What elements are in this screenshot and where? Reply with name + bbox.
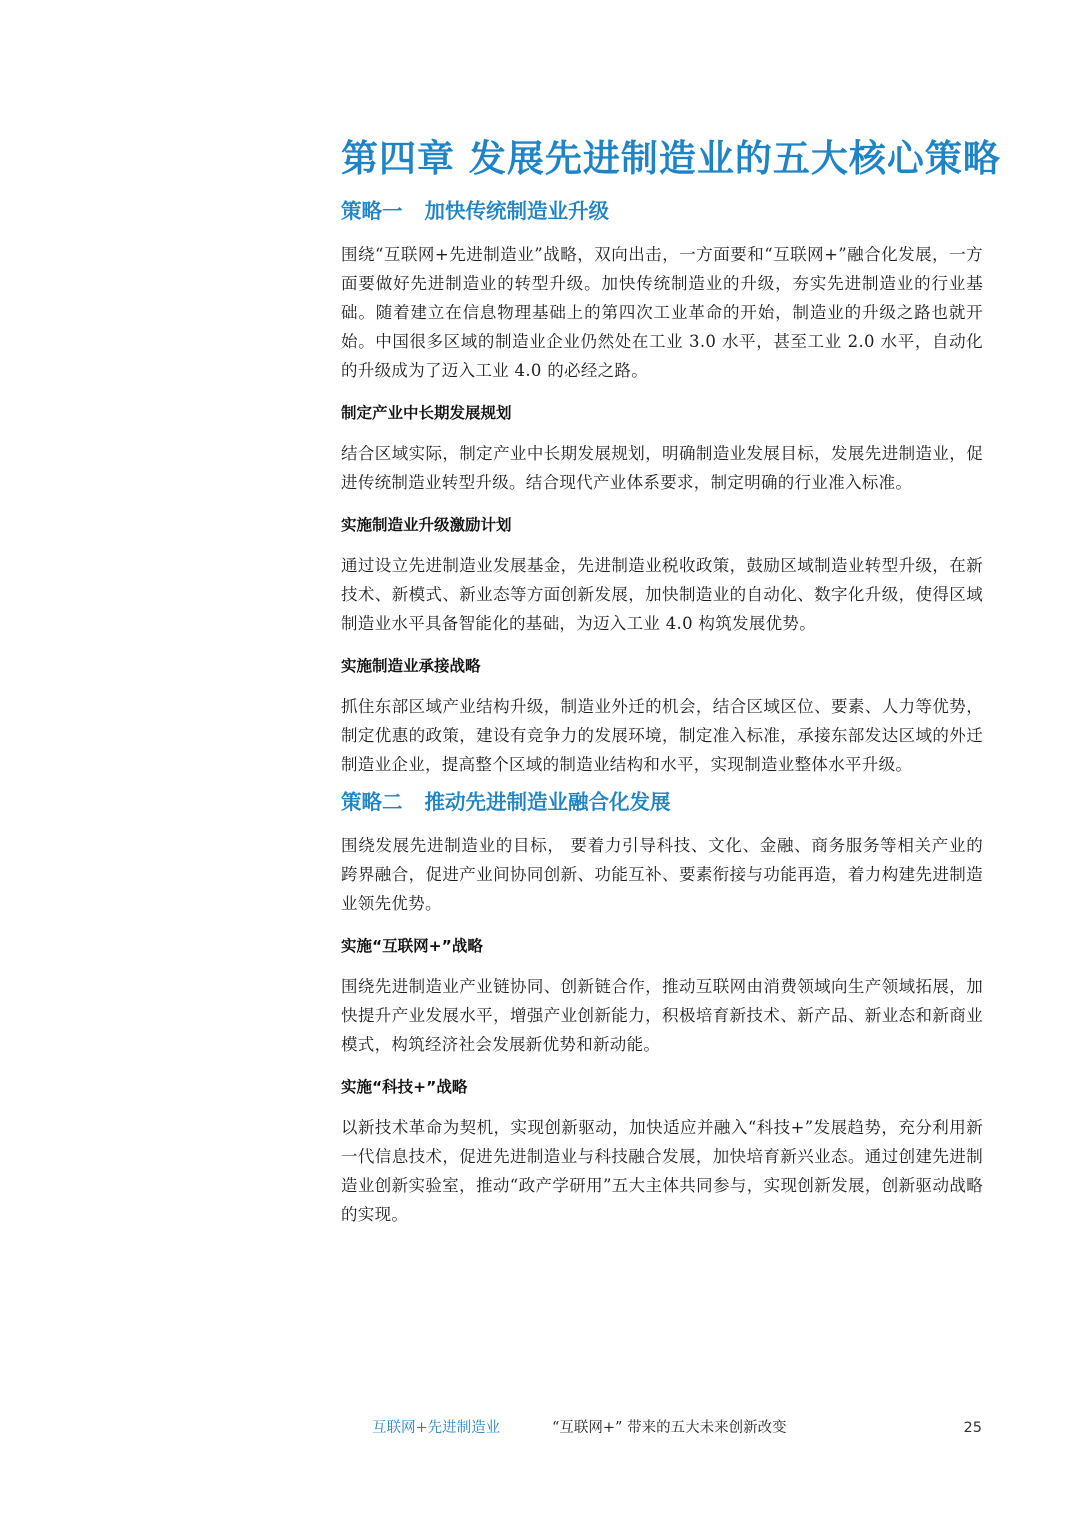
strategy-2-title: 推动先进制造业融合化发展 <box>424 790 671 814</box>
section-heading: 实施制造业承接战略 <box>341 657 481 675</box>
section-body: 以新技术革命为契机，实现创新驱动，加快适应并融入“科技+”发展趋势，充分利用新一代信息技术，促进先进制造业与科技融合发展，加快培育新兴业态。通过创建先进制造业创新实验室，推动“政产学研用”五大主体共同参与，实现创新发展，创新驱动战略的实现。 <box>341 1118 983 1224</box>
section-heading: 制定产业中长期发展规划 <box>341 404 512 422</box>
footer-report-title: 互联网+先进制造业 <box>372 1420 501 1436</box>
strategy-2-heading <box>341 787 983 817</box>
strategy-2-intro: 围绕发展先进制造业的目标， 要着力引导科技、文化、金融、商务服务等相关产业的跨界融合，促进产业间协同创新、功能互补、要素衔接与功能再造，着力构建先进制造业领先优势。 <box>341 836 983 913</box>
strategy-1-heading <box>341 196 983 226</box>
chapter-title: 第四章 发展先进制造业的五大核心策略 <box>341 136 1001 180</box>
section-heading: 实施制造业升级激励计划 <box>341 516 512 534</box>
page-content <box>341 130 1001 1245</box>
section-body: 围绕先进制造业产业链协同、创新链合作，推动互联网由消费领域向生产领域拓展，加快提升产业发展水平，增强产业创新能力，积极培育新技术、新产品、新业态和新商业模式，构筑经济社会发展新优势和新动能。 <box>341 977 983 1054</box>
page-number: 25 <box>963 1420 982 1436</box>
strategy-2-label: 策略二 <box>341 790 403 814</box>
page-footer <box>372 1415 982 1441</box>
section-body: 结合区域实际，制定产业中长期发展规划，明确制造业发展目标，发展先进制造业，促进传统制造业转型升级。结合现代产业体系要求，制定明确的行业准入标准。 <box>341 444 983 492</box>
strategy-1-label: 策略一 <box>341 199 403 223</box>
section-body: 通过设立先进制造业发展基金，先进制造业税收政策，鼓励区域制造业转型升级，在新技术、新模式、新业态等方面创新发展，加快制造业的自动化、数字化升级，使得区域制造业水平具备智能化的基础，为迈入工业 4.0 构筑发展优势。 <box>341 556 983 633</box>
section-heading: 实施“科技+”战略 <box>341 1078 468 1096</box>
strategy-1-title: 加快传统制造业升级 <box>424 199 609 223</box>
section-heading: 实施“互联网+”战略 <box>341 937 483 955</box>
strategy-1-intro: 围绕“互联网+先进制造业”战略，双向出击，一方面要和“互联网+”融合化发展，一方面要做好先进制造业的转型升级。加快传统制造业的升级，夯实先进制造业的行业基础。随着建立在信息物理基础上的第四次工业革命的开始，制造业的升级之路也就开始。中国很多区域的制造业企业仍然处在工业 3.0 水平，甚至工业 2.0 水平，自动化的升级成为了迈入工业 4.0 的必经之路。 <box>341 245 983 380</box>
section-body: 抓住东部区域产业结构升级，制造业外迁的机会，结合区域区位、要素、人力等优势，制定优惠的政策，建设有竞争力的发展环境，制定准入标准，承接东部发达区域的外迁制造业企业，提高整个区域的制造业结构和水平，实现制造业整体水平升级。 <box>341 697 983 774</box>
footer-chapter-caption: “互联网+” 带来的五大未来创新改变 <box>552 1420 787 1436</box>
